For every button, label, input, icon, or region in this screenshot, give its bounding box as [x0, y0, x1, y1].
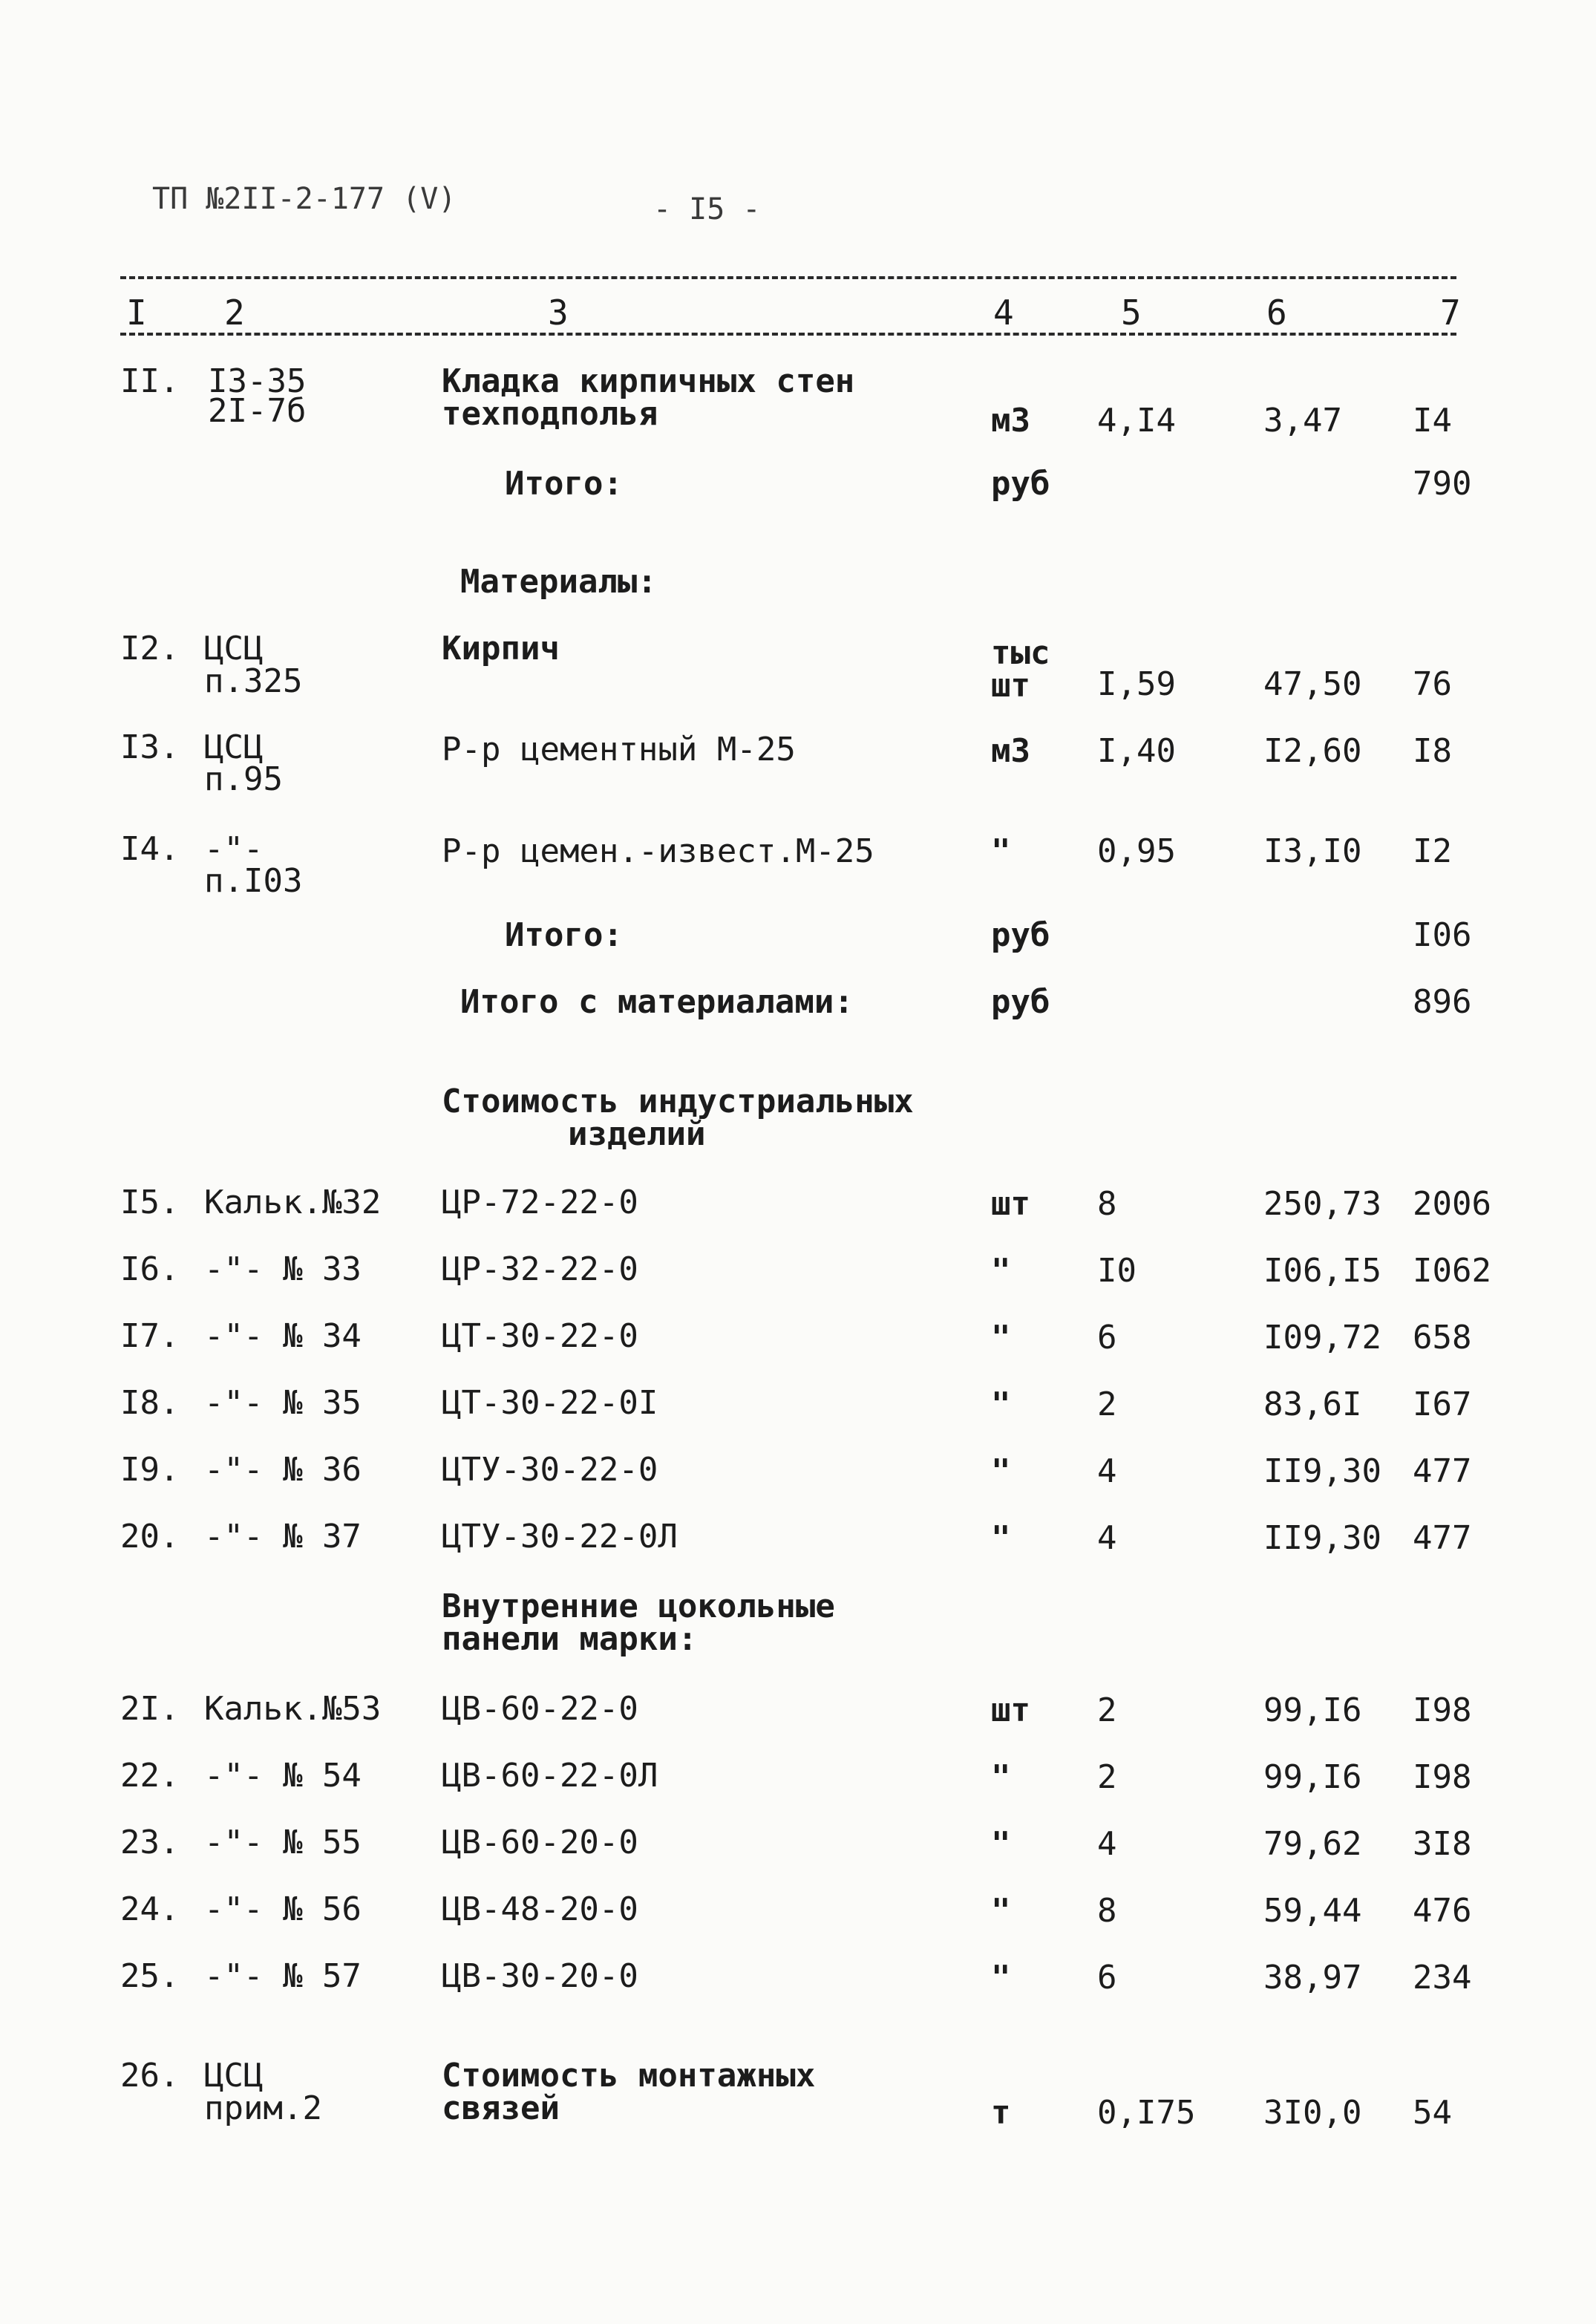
row-reference: 2I-7б	[208, 392, 307, 430]
row-description: ЦВ-60-20-0	[442, 1824, 638, 1861]
row-unit: руб	[991, 916, 1050, 954]
section-heading: Стоимость индустриальных	[442, 1083, 914, 1120]
row-description: ЦТУ-30-22-0	[442, 1451, 658, 1489]
row-unit: "	[991, 1519, 1011, 1557]
document-id: ТП №2II-2-177 (V)	[152, 182, 457, 216]
row-reference: I3-35	[208, 362, 307, 400]
row-unit-price: 3,47	[1263, 402, 1342, 440]
row-quantity: I0	[1097, 1252, 1137, 1290]
row-quantity: 4	[1097, 1519, 1117, 1557]
row-quantity: 4	[1097, 1825, 1117, 1863]
row-unit-price: 38,97	[1263, 1959, 1362, 1997]
row-description: ЦВ-30-20-0	[442, 1957, 638, 1995]
row-description: ЦВ-60-22-0	[442, 1690, 638, 1728]
row-quantity: 6	[1097, 1959, 1117, 1997]
column-number-7: 7	[1440, 293, 1461, 333]
row-description: ЦР-32-22-0	[442, 1250, 638, 1288]
row-total: 477	[1413, 1452, 1472, 1490]
column-number-1: I	[126, 293, 147, 333]
row-number: I2.	[120, 630, 180, 668]
row-reference: ЦСЦ	[204, 630, 264, 668]
row-unit-price: 83,6I	[1263, 1385, 1362, 1423]
row-total: 2006	[1413, 1185, 1491, 1223]
row-total: 234	[1413, 1959, 1472, 1997]
row-unit: шт	[991, 1691, 1030, 1729]
row-reference: п.95	[204, 760, 283, 798]
row-reference: Кальк.№53	[204, 1690, 382, 1728]
row-unit-price: II9,30	[1263, 1452, 1381, 1490]
row-number: I7.	[120, 1317, 180, 1355]
row-number: I5.	[120, 1184, 180, 1221]
row-unit-price: 99,I6	[1263, 1758, 1362, 1796]
section-heading: Материалы:	[460, 563, 657, 601]
row-description: ЦВ-60-22-0Л	[442, 1757, 658, 1795]
row-unit-price: 3I0,0	[1263, 2094, 1362, 2132]
row-unit-price: 59,44	[1263, 1892, 1362, 1930]
row-quantity: I,40	[1097, 732, 1176, 770]
row-total: 3I8	[1413, 1825, 1472, 1863]
row-unit: т	[991, 2094, 1011, 2132]
row-unit: "	[991, 1452, 1011, 1490]
row-total: I2	[1413, 832, 1452, 870]
row-number: 2I.	[120, 1690, 180, 1728]
row-total: 658	[1413, 1319, 1472, 1357]
row-number: II.	[120, 362, 180, 400]
column-number-4: 4	[993, 293, 1014, 333]
column-number-6: 6	[1266, 293, 1287, 333]
row-unit-price: 99,I6	[1263, 1691, 1362, 1729]
table-top-rule	[120, 276, 1456, 279]
row-total: 476	[1413, 1892, 1472, 1930]
row-unit-price: I09,72	[1263, 1319, 1381, 1357]
row-total: I062	[1413, 1252, 1491, 1290]
section-heading: Внутренние цокольные	[442, 1587, 835, 1625]
row-unit: "	[991, 1959, 1011, 1997]
row-unit: "	[991, 1385, 1011, 1423]
row-reference: п.325	[204, 662, 303, 700]
row-unit: руб	[991, 983, 1050, 1021]
row-total: I98	[1413, 1691, 1472, 1729]
subtotal-label: Итого с материалами:	[460, 983, 854, 1021]
row-description: Кирпич	[442, 630, 560, 668]
section-heading: панели марки:	[442, 1620, 698, 1658]
row-unit: "	[991, 1892, 1011, 1930]
row-unit: шт	[991, 1185, 1030, 1223]
subtotal-label: Итого:	[505, 465, 623, 503]
row-description: ЦТ-30-22-0	[442, 1317, 638, 1355]
row-description: Р-р цемен.-извест.М-25	[442, 832, 874, 870]
row-number: I8.	[120, 1384, 180, 1422]
row-number: 20.	[120, 1518, 180, 1556]
row-description: техподполья	[442, 395, 658, 433]
row-quantity: 4	[1097, 1452, 1117, 1490]
row-description: ЦР-72-22-0	[442, 1184, 638, 1221]
row-reference: Кальк.№32	[204, 1184, 382, 1221]
row-reference: ЦСЦ	[204, 728, 264, 766]
row-description: Кладка кирпичных стен	[442, 362, 855, 400]
row-total: I4	[1413, 402, 1452, 440]
row-quantity: 4,I4	[1097, 402, 1176, 440]
row-reference: -"- № 36	[204, 1451, 362, 1489]
row-quantity: 0,I75	[1097, 2094, 1196, 2132]
row-quantity: 2	[1097, 1691, 1117, 1729]
row-quantity: 2	[1097, 1385, 1117, 1423]
row-total: 76	[1413, 665, 1452, 703]
row-quantity: 8	[1097, 1892, 1117, 1930]
row-reference: -"- № 57	[204, 1957, 362, 1995]
row-reference: -"- № 34	[204, 1317, 362, 1355]
row-description: ЦТ-30-22-0I	[442, 1384, 658, 1422]
row-total: I06	[1413, 916, 1472, 954]
row-unit: "	[991, 1319, 1011, 1357]
row-unit: тыс шт	[991, 634, 1050, 705]
row-number: I3.	[120, 728, 180, 766]
row-total: I8	[1413, 732, 1452, 770]
row-unit-price: II9,30	[1263, 1519, 1381, 1557]
page-number: - I5 -	[653, 192, 761, 226]
row-unit: м3	[991, 402, 1030, 440]
row-number: 22.	[120, 1757, 180, 1795]
row-quantity: 2	[1097, 1758, 1117, 1796]
row-number: 23.	[120, 1824, 180, 1861]
row-description: ЦВ-48-20-0	[442, 1890, 638, 1928]
row-total: 790	[1413, 465, 1472, 503]
row-reference: прим.2	[204, 2089, 322, 2127]
subtotal-label: Итого:	[505, 916, 623, 954]
row-unit-price: I2,60	[1263, 732, 1362, 770]
row-unit: "	[991, 1825, 1011, 1863]
row-number: I9.	[120, 1451, 180, 1489]
row-unit-price: I06,I5	[1263, 1252, 1381, 1290]
row-number: 24.	[120, 1890, 180, 1928]
row-unit: "	[991, 832, 1011, 870]
row-quantity: I,59	[1097, 665, 1176, 703]
row-description: связей	[442, 2089, 560, 2127]
row-unit: м3	[991, 732, 1030, 770]
row-reference: -"- № 54	[204, 1757, 362, 1795]
row-reference: п.I03	[204, 862, 303, 900]
row-unit-price: I3,I0	[1263, 832, 1362, 870]
row-quantity: 8	[1097, 1185, 1117, 1223]
row-reference: -"-	[204, 830, 264, 868]
row-number: 26.	[120, 2057, 180, 2095]
row-unit: руб	[991, 465, 1050, 503]
row-total: 477	[1413, 1519, 1472, 1557]
row-quantity: 6	[1097, 1319, 1117, 1357]
row-total: I98	[1413, 1758, 1472, 1796]
row-unit-price: 250,73	[1263, 1185, 1381, 1223]
row-reference: ЦСЦ	[204, 2057, 264, 2095]
column-number-rule	[120, 333, 1456, 336]
column-number-3: 3	[548, 293, 569, 333]
row-unit-price: 47,50	[1263, 665, 1362, 703]
column-number-5: 5	[1121, 293, 1142, 333]
row-reference: -"- № 37	[204, 1518, 362, 1556]
row-reference: -"- № 55	[204, 1824, 362, 1861]
row-number: I6.	[120, 1250, 180, 1288]
row-reference: -"- № 33	[204, 1250, 362, 1288]
row-number: I4.	[120, 830, 180, 868]
row-number: 25.	[120, 1957, 180, 1995]
row-total: I67	[1413, 1385, 1472, 1423]
row-reference: -"- № 56	[204, 1890, 362, 1928]
row-reference: -"- № 35	[204, 1384, 362, 1422]
row-total: 896	[1413, 983, 1472, 1021]
section-heading: изделий	[568, 1115, 706, 1153]
row-description: ЦТУ-30-22-0Л	[442, 1518, 678, 1556]
row-description: Р-р цементный М-25	[442, 731, 796, 768]
row-unit: "	[991, 1252, 1011, 1290]
column-number-2: 2	[224, 293, 245, 333]
row-unit: "	[991, 1758, 1011, 1796]
row-quantity: 0,95	[1097, 832, 1176, 870]
row-description: Стоимость монтажных	[442, 2057, 816, 2095]
row-total: 54	[1413, 2094, 1452, 2132]
row-unit-price: 79,62	[1263, 1825, 1362, 1863]
